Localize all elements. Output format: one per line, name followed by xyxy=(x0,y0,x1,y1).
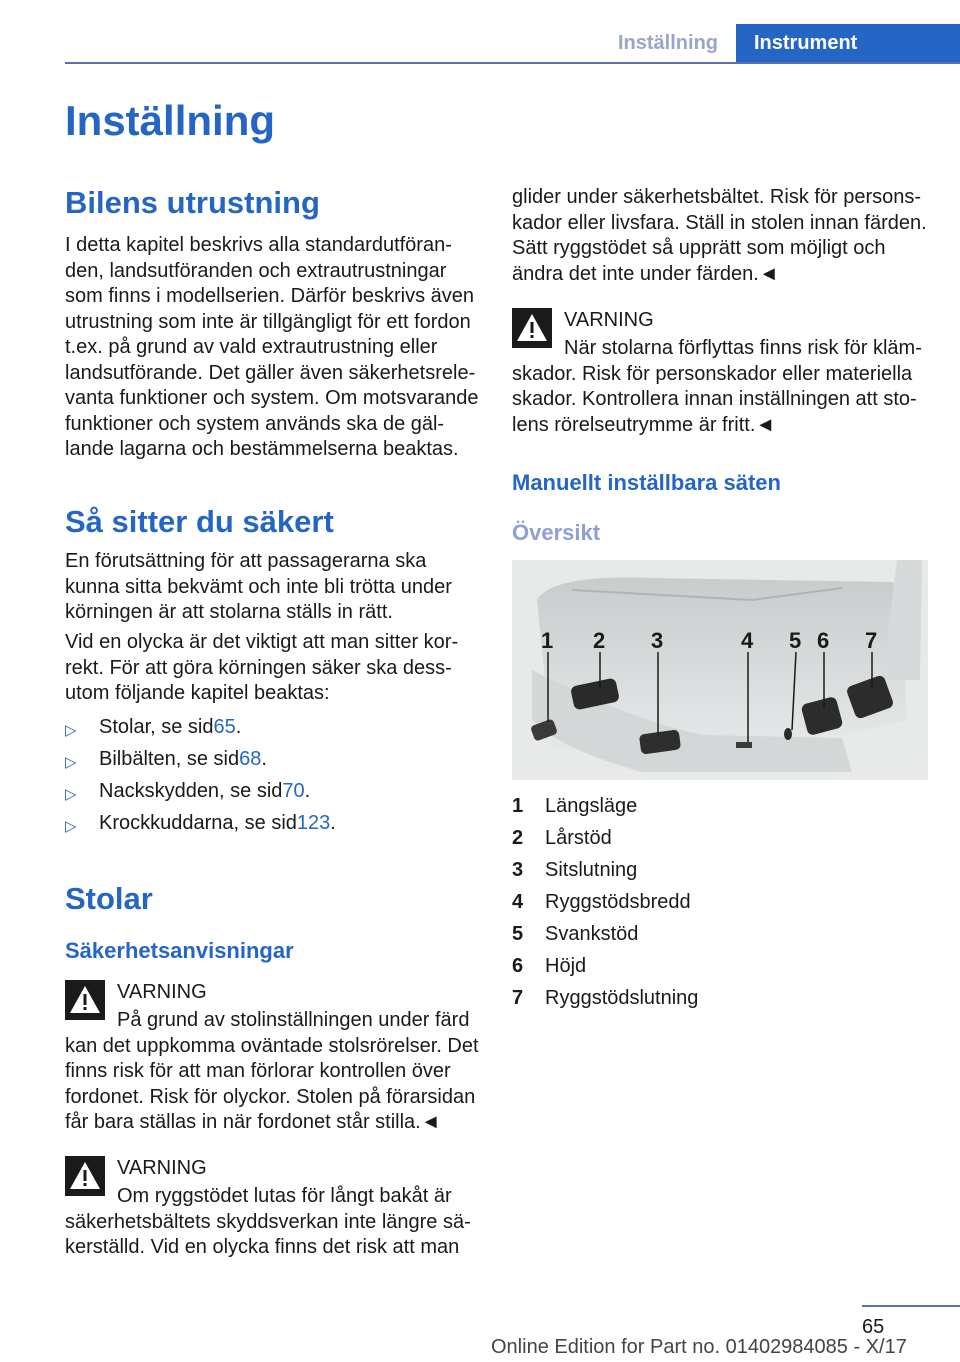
section-oversikt-heading: Översikt xyxy=(512,520,601,545)
figure-label-6: 6 xyxy=(817,628,830,653)
tab-instrument[interactable]: Instrument xyxy=(736,24,960,62)
bullet-triangle-icon: ▷ xyxy=(65,754,77,771)
list-item: ▷ Bilbälten, se sid 68 . xyxy=(65,744,480,776)
list-item: ▷ Nackskydden, se sid 70 . xyxy=(65,776,480,808)
seat-illustration xyxy=(512,560,928,780)
legend-item: 7 Ryggstödslutning xyxy=(512,986,699,1009)
section-stolar-heading: Stolar xyxy=(65,881,153,916)
section-sitter-heading: Så sitter du säkert xyxy=(65,504,334,539)
list-item: ▷ Stolar, se sid 65 . xyxy=(65,712,480,744)
figure-label-3: 3 xyxy=(651,628,664,653)
legend-item: 5 Svankstöd xyxy=(512,922,639,945)
warning-box-2: VARNING Om ryggstödet lutas för långt bakåt är säkerhetsbältets skyddsverkan inte längre sä- kerställd. Vid en olycka finns det risk att man xyxy=(65,1157,471,1258)
figure-label-5: 5 xyxy=(789,628,802,653)
warning-continued-text: glider under säkerhetsbältet. Risk för persons- kador eller livsfara. Ställ in stolen innan färden. Sätt ryggstödet så upprätt som möjligt och ändra det inte under färden.◄ xyxy=(512,186,927,285)
section-stolar-subheading: Säkerhetsanvisningar xyxy=(65,938,294,963)
warning-triangle-icon xyxy=(512,308,552,348)
seat-legend xyxy=(512,790,812,1014)
footer-divider xyxy=(862,1305,960,1307)
warning-box-1: VARNING På grund av stolinställningen under färd kan det uppkomma oväntade stolsrörelser. Det finns risk för att man förlorar kontrollen över fordonet. Risk för olyckor. Stolen på förarsidan får bara ställas in när fordonet står stilla.◄ xyxy=(65,981,479,1133)
legend-item: 6 Höjd xyxy=(512,954,587,977)
edition-footer: Online Edition for Part no. 01402984085 - X/17 xyxy=(491,1336,907,1358)
figure-label-2: 2 xyxy=(593,628,606,653)
legend-item: 4 Ryggstödsbredd xyxy=(512,890,691,913)
section-sitter-p2: Vid en olycka är det viktigt att man sitter kor- rekt. För att göra körningen säker ska dess- utom följande kapitel beaktas: xyxy=(65,631,459,704)
tab-installning[interactable]: Inställning xyxy=(618,31,718,54)
legend-item: 3 Sitslutning xyxy=(512,858,638,881)
page-number: 65 xyxy=(862,1316,885,1338)
legend-item: 1 Längsläge xyxy=(512,794,638,817)
warning-triangle-icon xyxy=(65,1156,105,1196)
legend-item: 2 Lårstöd xyxy=(512,826,612,849)
list-item: ▷ Krockkuddarna, se sid 123 . xyxy=(65,808,480,840)
seat-controls-image xyxy=(512,560,928,780)
page-link[interactable]: 68 xyxy=(239,748,262,771)
page-title: Inställning xyxy=(65,97,275,144)
section-sitter-p1: En förutsättning för att passagerarna ska kunna sitta bekvämt och inte bli trötta under körningen är att stolarna ställs in rätt. xyxy=(65,550,452,623)
figure-label-4: 4 xyxy=(741,628,754,653)
warning-triangle-icon xyxy=(65,980,105,1020)
bullet-triangle-icon: ▷ xyxy=(65,786,77,803)
page-link[interactable]: 70 xyxy=(282,780,305,803)
bullet-triangle-icon: ▷ xyxy=(65,722,77,739)
figure-label-7: 7 xyxy=(865,628,878,653)
chapter-list xyxy=(65,712,480,840)
figure-label-1: 1 xyxy=(541,628,554,653)
section-bilens-text: I detta kapitel beskrivs alla standardutföran- den, landsutföranden och extrautrustningar som finns i modellserien. Därför beskrivs även utrustning som inte är tillgängligt för ett fordon t.ex. på grund av vald extrautrustning eller landsutförande. Det gäller även säkerhetsrele- vanta funktioner och system. Om motsvarande funktioner och system används ska de gäl- lande lagarna och bestämmelserna beaktas. xyxy=(65,234,479,460)
header-divider xyxy=(65,62,960,64)
section-bilens-heading: Bilens utrustning xyxy=(65,185,320,220)
page-link[interactable]: 123 xyxy=(296,812,331,835)
warning-box-3: VARNING När stolarna förflyttas finns risk för kläm- skador. Risk för personskador eller materiella skador. Kontrollera innan inställningen att sto- lens rörelseutrymme är fritt.◄ xyxy=(512,309,922,436)
page-link[interactable]: 65 xyxy=(213,716,236,739)
bullet-triangle-icon: ▷ xyxy=(65,818,77,835)
section-manuellt-heading: Manuellt inställbara säten xyxy=(512,470,781,495)
